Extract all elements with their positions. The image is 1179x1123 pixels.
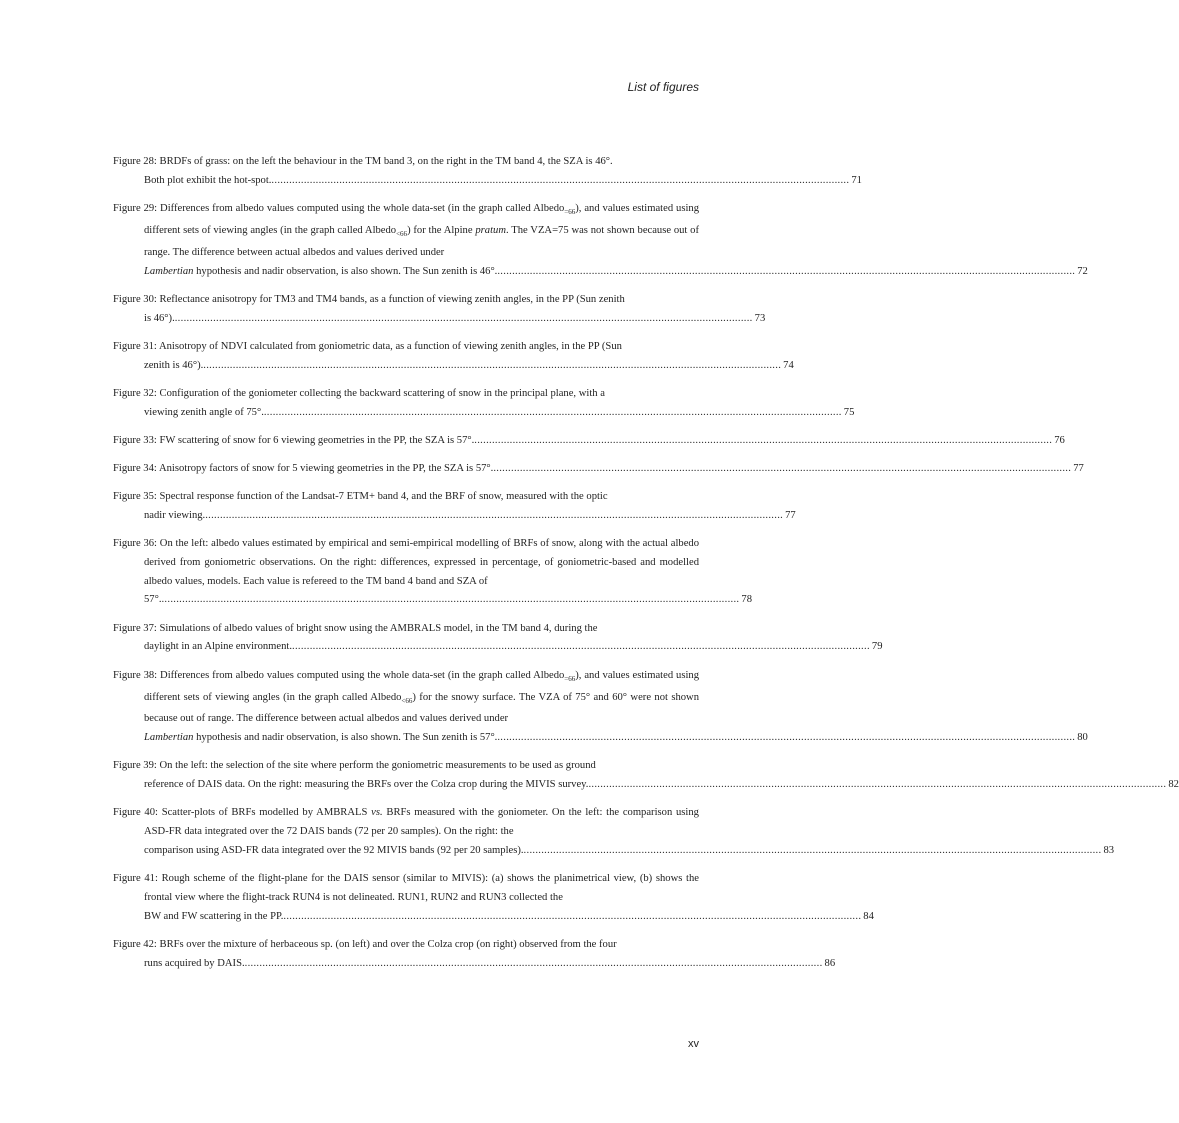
list-of-figures [113, 153, 1179, 983]
entry-text: BRFs over the mixture of herbaceous sp. (on left) and over the Colza crop (on right) observed from the four [159, 939, 617, 950]
entry-text: Rough scheme of the flight-plane for the DAIS sensor (similar to MIVIS): (a) shows the planimetrical view, (b) shows the frontal view where the flight-track RUN4 is not delineated. RUN1, RUN2 and RUN3 collected the [144, 873, 699, 904]
entry-text-tail: Both plot exhibit the hot-spot. [144, 174, 272, 186]
figure-label: Figure 32: [113, 387, 157, 399]
toc-entry[interactable] [113, 200, 1088, 281]
subscript: =66 [564, 208, 576, 217]
dot-leader: .................................................................................................................................................................................................... [523, 845, 1102, 857]
entry-text: Reflectance anisotropy for TM3 and TM4 bands, as a function of viewing zenith angles, in the PP (Sun zenith [159, 293, 625, 305]
figure-label: Figure 41: [113, 873, 158, 885]
entry-text: On the left: albedo values estimated by empirical and semi-empirical modelling of BRFs of snow, along with the actual albedo derived from goniometric observations. On the right: differences, expressed in percentage, of goniometric-based and modelled albedo values, models. Each value is refereed to the TM band 4 band and SZA of [144, 538, 699, 587]
dot-leader: .................................................................................................................................................................................................... [493, 462, 1072, 474]
toc-entry[interactable] [113, 620, 883, 658]
toc-entry[interactable] [113, 936, 836, 974]
dot-leader: .................................................................................................................................................................................................... [203, 359, 782, 371]
entry-text-tail: viewing zenith angle of 75°. [144, 406, 264, 418]
toc-entry[interactable] [113, 460, 1084, 479]
entry-text-tail: hypothesis and nadir observation, is also shown. The Sun zenith is 46°. [196, 265, 498, 277]
page-number: 74 [783, 359, 794, 371]
toc-entry[interactable] [113, 488, 796, 526]
toc-entry[interactable] [113, 667, 1088, 748]
entry-text-tail: is 46°). [144, 312, 175, 324]
entry-text: ), and values estimated using different sets of viewing angles (in the graph called Albedo [144, 202, 700, 236]
subscript: =66 [564, 674, 576, 683]
entry-text: . The VZA=75 was not shown because out of range. The difference between actual albedos and values derived under [144, 224, 700, 258]
figure-label: Figure 35: [113, 491, 157, 503]
toc-entry[interactable] [113, 432, 1065, 451]
page-number: 82 [1168, 779, 1179, 791]
figure-label: Figure 39: [113, 760, 157, 772]
page-number: 71 [851, 174, 862, 186]
dot-leader: .................................................................................................................................................................................................... [263, 406, 842, 418]
figure-label: Figure 31: [113, 340, 157, 352]
page-number: 72 [1077, 265, 1088, 277]
figure-label: Figure 34: [113, 462, 157, 474]
toc-entry[interactable] [113, 385, 855, 423]
figure-label: Figure 28: [113, 156, 157, 167]
figure-label: Figure 40: [113, 807, 158, 819]
entry-text-tail: hypothesis and nadir observation, is also shown. The Sun zenith is 57°. [196, 732, 498, 744]
page-number: 76 [1054, 434, 1065, 446]
entry-text: ), and values estimated using different sets of viewing angles (in the graph called Albedo [144, 669, 700, 703]
page-number: 78 [741, 594, 752, 606]
page-number: 73 [754, 312, 766, 324]
entry-text: Differences from albedo values computed using the whole data-set (in the graph called Albedo [160, 202, 565, 214]
entry-text-italic: vs. [371, 807, 383, 819]
entry-text-italic: Lambertian [144, 265, 194, 277]
entry-text-tail: reference of DAIS data. On the right: measuring the BRFs over the Colza crop during the MIVIS survey. [144, 779, 589, 791]
entry-text-italic: Lambertian [144, 732, 194, 744]
entry-text-tail: runs acquired by DAIS. [144, 957, 245, 969]
entry-text: Simulations of albedo values of bright snow using the AMBRALS model, in the TM band 4, during the [159, 622, 598, 634]
toc-entry[interactable] [113, 153, 862, 191]
dot-leader: .................................................................................................................................................................................................... [161, 594, 740, 606]
entry-text-tail: Anisotropy factors of snow for 5 viewing geometries in the PP, the SZA is 57°. [158, 462, 494, 474]
figure-label: Figure 29: [113, 202, 158, 214]
entry-text: ) for the Alpine [407, 224, 473, 236]
entry-text: BRDFs of grass: on the left the behaviour in the TM band 3, on the right in the TM band 4, the SZA is 46°. [159, 156, 613, 167]
figure-label: Figure 36: [113, 538, 157, 550]
dot-leader: .................................................................................................................................................................................................... [174, 312, 753, 324]
entry-text-tail: nadir viewing. [144, 509, 206, 521]
figure-label: Figure 42: [113, 939, 157, 950]
entry-text: Anisotropy of NDVI calculated from goniometric data, as a function of viewing zenith angles, in the PP (Sun [158, 340, 622, 352]
page-number: 86 [824, 957, 836, 969]
entry-text-tail: comparison using ASD-FR data integrated over the 92 MIVIS bands (92 per 20 samples). [144, 845, 524, 857]
entry-text: Scatter-plots of BRFs modelled by AMBRALS [161, 807, 368, 819]
toc-entry[interactable] [113, 535, 752, 610]
entry-text: On the left: the selection of the site where perform the goniometric measurements to be used as ground [159, 760, 596, 772]
entry-text: ) for the snowy surface. The VZA of 75° and 60° were not shown because out of range. The difference between actual albedos and values derived under [144, 691, 699, 725]
dot-leader: .................................................................................................................................................................................................... [271, 174, 850, 186]
toc-entry[interactable] [113, 804, 1115, 860]
toc-entry[interactable] [113, 291, 766, 329]
subscript: <66 [396, 230, 408, 238]
dot-leader: .................................................................................................................................................................................................... [474, 434, 1053, 446]
subscript: <66 [401, 696, 413, 705]
entry-text-tail: FW scattering of snow for 6 viewing geometries in the PP, the SZA is 57°. [159, 434, 475, 446]
entry-text-tail: zenith is 46°). [144, 359, 204, 371]
dot-leader: .................................................................................................................................................................................................... [588, 779, 1167, 791]
running-header: List of figures [627, 80, 699, 94]
toc-entry[interactable] [113, 338, 794, 376]
page-number: 79 [871, 641, 883, 653]
page-number: 83 [1103, 845, 1115, 857]
figure-label: Figure 38: [113, 669, 158, 681]
page-number: 75 [843, 406, 855, 418]
dot-leader: .................................................................................................................................................................................................... [205, 509, 784, 521]
entry-text: Spectral response function of the Landsat-7 ETM+ band 4, and the BRF of snow, measured with the optic [159, 491, 608, 503]
toc-entry[interactable] [113, 870, 874, 926]
page-number: 84 [863, 910, 874, 922]
dot-leader: .................................................................................................................................................................................................... [244, 957, 823, 969]
entry-text-tail: BW and FW scattering in the PP. [144, 910, 284, 922]
page-number: 77 [1073, 462, 1084, 474]
toc-entry[interactable] [113, 757, 1179, 795]
figure-label: Figure 37: [113, 622, 157, 634]
entry-text: Differences from albedo values computed using the whole data-set (in the graph called Albedo [160, 669, 565, 681]
dot-leader: .................................................................................................................................................................................................... [497, 732, 1076, 744]
figure-label: Figure 30: [113, 293, 157, 305]
page-folio: xv [688, 1038, 699, 1050]
dot-leader: .................................................................................................................................................................................................... [292, 641, 870, 653]
page-number: 77 [785, 509, 796, 521]
figure-label: Figure 33: [113, 434, 157, 446]
entry-text: Configuration of the goniometer collecting the backward scattering of snow in the principal plane, with a [159, 387, 605, 399]
entry-text-italic: pratum [475, 224, 506, 236]
page-number: 80 [1077, 732, 1088, 744]
dot-leader: .................................................................................................................................................................................................... [497, 265, 1076, 277]
entry-text-tail: daylight in an Alpine environment. [144, 641, 292, 653]
dot-leader: .................................................................................................................................................................................................... [283, 910, 862, 922]
entry-text-tail: 57°. [144, 594, 162, 606]
entry-text: BRFs measured with the goniometer. On the left: the comparison using ASD-FR data integrated over the 72 DAIS bands (72 per 20 samples). On the right: the [144, 807, 699, 838]
